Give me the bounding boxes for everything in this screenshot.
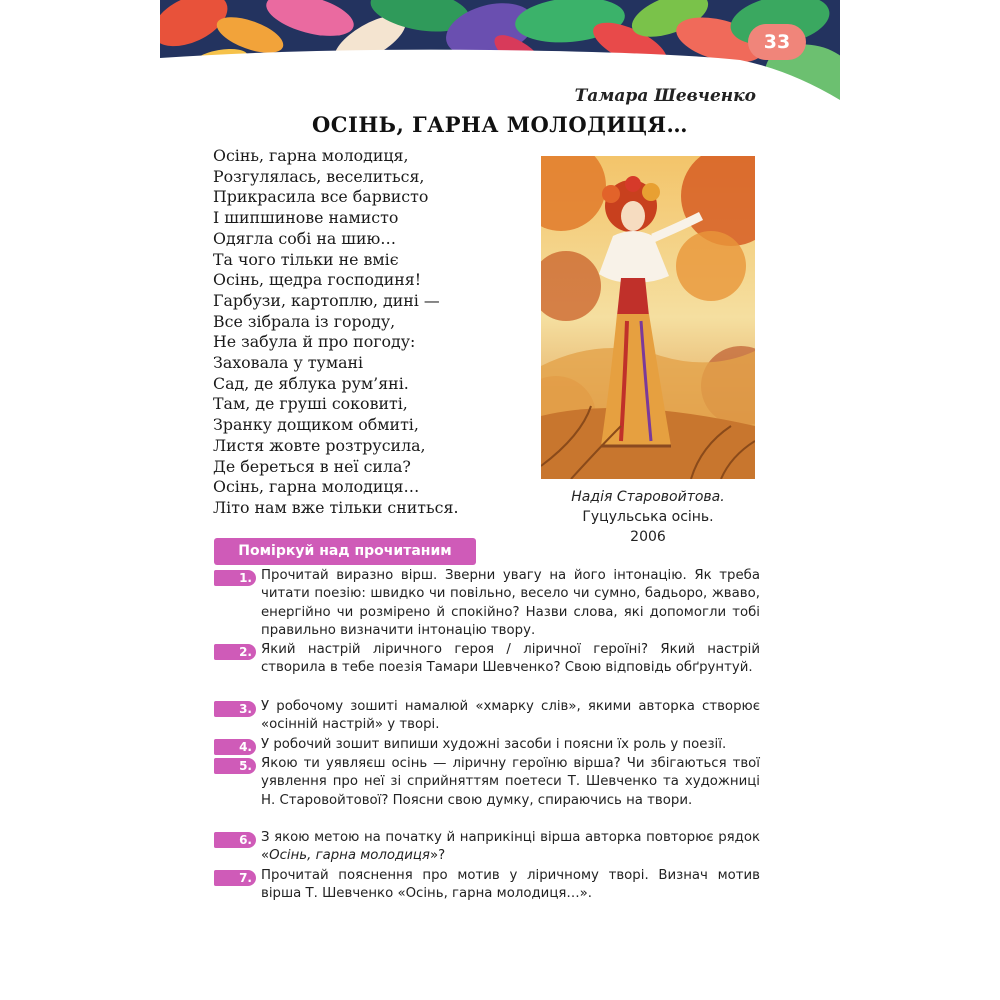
question-item	[214, 641, 760, 678]
poem-line: Зранку дощиком обмиті,	[213, 415, 419, 435]
question-number: 6.	[214, 832, 256, 848]
poem-line: Гарбузи, картоплю, дині —	[213, 290, 440, 310]
painting-caption	[530, 487, 766, 547]
section-heading-tag: Поміркуй над прочитаним	[214, 538, 476, 565]
poem-line: Осінь, щедра господиня!	[213, 270, 422, 290]
question-item	[214, 698, 760, 735]
caption-year: 2006	[630, 529, 666, 545]
question-item	[214, 867, 760, 904]
poem-line: Там, де груші соковиті,	[213, 394, 408, 414]
poem-line: І шипшинове намисто	[213, 208, 399, 228]
question-text	[261, 829, 760, 866]
poem-line: Все зібрала із городу,	[213, 311, 396, 331]
poem-text	[213, 146, 533, 519]
poem-line: Де береться в неї сила?	[213, 456, 411, 476]
question-quote: Осінь, гарна молодиця	[269, 848, 430, 864]
question-text: Якою ти уявляєш осінь — ліричну героїню вірша? Чи збігаються твої уявлення про неї зі сприйняттям поетеси Т. Шевченко та художниці Н. Старовойтової? Поясни свою думку, спираючись на твори.	[261, 756, 760, 808]
question-item	[214, 755, 760, 810]
poem-line: Заховала у тумані	[213, 353, 364, 373]
painting-illustration	[541, 156, 755, 479]
poem-line: Листя жовте розтрусила,	[213, 435, 426, 455]
question-number: 7.	[214, 870, 256, 886]
poem-line: Розгулялась, веселиться,	[213, 166, 425, 186]
poem-author: Тамара Шевченко	[574, 86, 756, 106]
decorative-floral-banner	[160, 0, 840, 100]
question-number: 2.	[214, 644, 256, 660]
question-number: 5.	[214, 758, 256, 774]
question-number: 4.	[214, 739, 256, 755]
poem-line: Сад, де яблука рум’яні.	[213, 373, 409, 393]
question-number: 1.	[214, 570, 256, 586]
poem-line: Одягла собі на шию…	[213, 228, 397, 248]
poem-title: ОСІНЬ, ГАРНА МОЛОДИЦЯ…	[312, 112, 688, 137]
question-text-part: »?	[429, 848, 446, 864]
poem-line: Осінь, гарна молодиця…	[213, 477, 420, 497]
caption-artist: Надія Старовойтова.	[571, 489, 725, 505]
poem-line: Літо нам вже тільки сниться.	[213, 497, 459, 517]
question-text: У робочому зошиті намалюй «хмарку слів», якими авторка створює «осінній настрій» у творі.	[261, 699, 760, 733]
caption-work: Гуцульська осінь.	[582, 509, 714, 525]
question-text: Прочитай виразно вірш. Зверни увагу на його інтонацію. Як треба читати поезію: швидко чи повільно, весело чи сумно, бадьоро, жваво, енергійно чи розмірено й спокійно? Назви слова, які допомогли тобі правильно визначити інтонацію твору.	[261, 568, 760, 638]
question-text: Який настрій ліричного героя / ліричної героїні? Який настрій створила в тебе поезія Тамари Шевченко? Свою відповідь обґрунтуй.	[261, 642, 760, 676]
question-item	[214, 829, 760, 866]
question-item	[214, 567, 760, 640]
poem-line: Не забула й про погоду:	[213, 332, 416, 352]
question-text: У робочий зошит випиши художні засоби і поясни їх роль у поезії.	[261, 737, 727, 752]
question-text: Прочитай пояснення про мотив у ліричному творі. Визнач мотив вірша Т. Шевченко «Осінь, гарна молодиця…».	[261, 868, 760, 902]
page-number-badge: 33	[748, 24, 806, 60]
question-number: 3.	[214, 701, 256, 717]
question-text-part: З якою метою на початку й наприкінці вірша авторка повторює рядок «	[261, 830, 760, 864]
poem-line: Та чого тільки не вміє	[213, 249, 399, 269]
poem-line: Осінь, гарна молодиця,	[213, 146, 409, 165]
poem-line: Прикрасила все барвисто	[213, 187, 429, 207]
question-item	[214, 736, 760, 754]
